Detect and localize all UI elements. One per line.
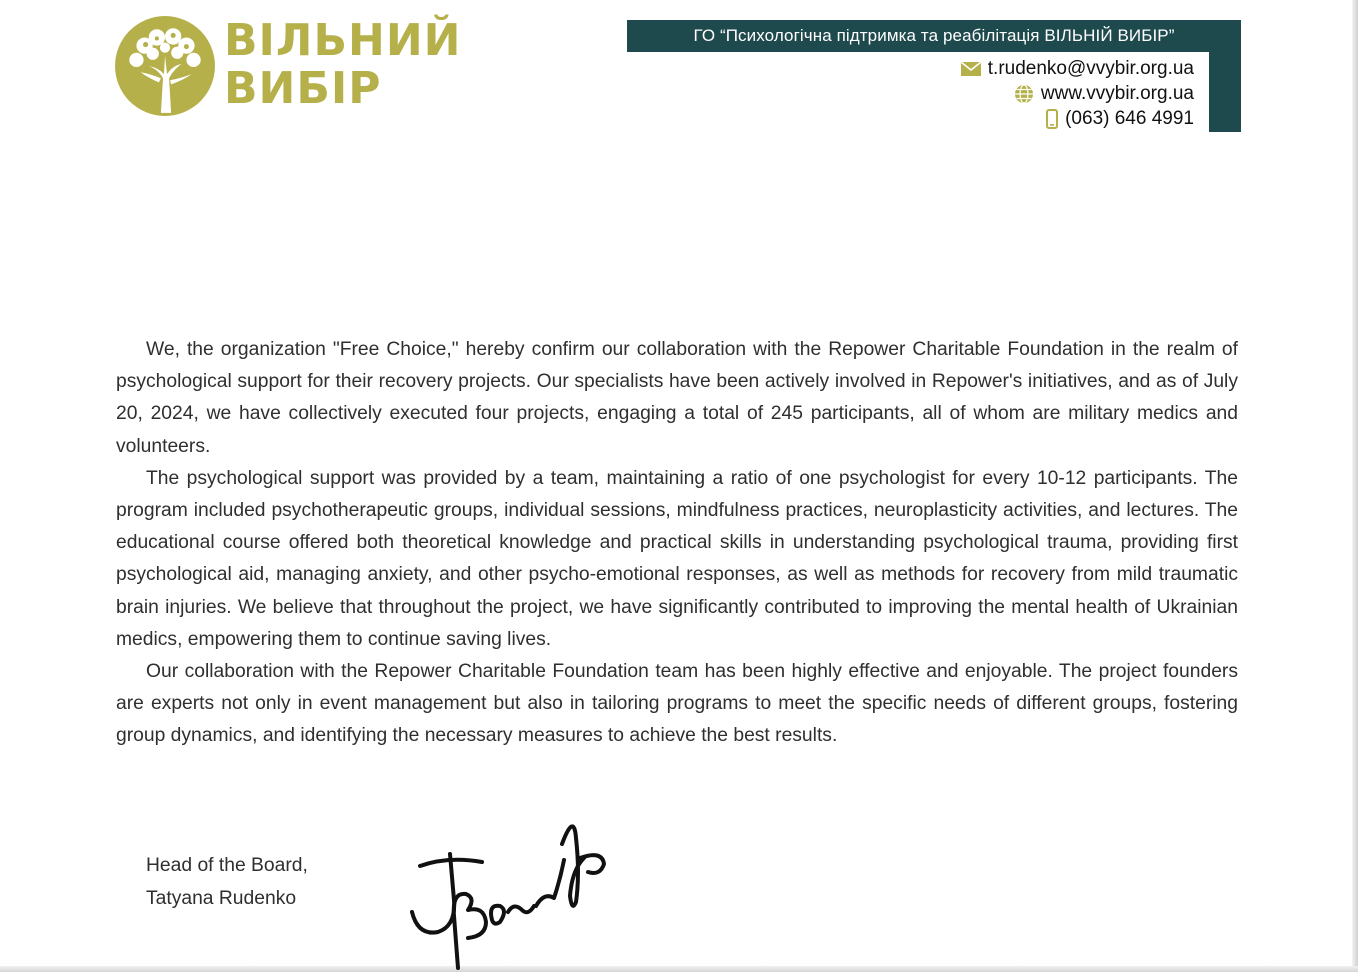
contact-phone-row <box>880 106 1194 131</box>
org-logo <box>114 15 462 119</box>
org-full-name: ГО “Психологічна підтримка та реабілітація ВІЛЬНІЙ ВИБІР” <box>693 26 1175 45</box>
tree-logo-icon <box>114 15 216 117</box>
phone-icon <box>1046 109 1058 129</box>
letter-paragraph: We, the organization "Free Choice," hereby confirm our collaboration with the Repower Charitable Foundation in the realm of psychological support for their recovery projects. Our specialists have been actively involved in Repower's initiatives, and as of July 20, 2024, we have collectively executed four projects, engaging a total of 245 participants, all of whom are military medics and volunteers. <box>116 339 1238 457</box>
letter-paragraph: The psychological support was provided by a team, maintaining a ratio of one psychologist for every 10-12 participants. The program included psychotherapeutic groups, individual sessions, mindfulness practices, neuroplasticity activities, and lectures. The educational course offered both theoretical knowledge and practical skills in understanding psychological trauma, providing first psychological aid, managing anxiety, and other psycho-emotional responses, as well as methods for recovery from mild traumatic brain injuries. We believe that throughout the project, we have significantly contributed to improving the mental health of Ukrainian medics, empowering them to continue saving lives. <box>116 467 1238 650</box>
page-edge-bottom <box>0 966 1358 972</box>
contact-email-row <box>880 56 1194 81</box>
signature-block <box>146 849 308 915</box>
contact-email[interactable]: t.rudenko@vvybir.org.ua <box>987 57 1194 79</box>
letter-paragraph: Our collaboration with the Repower Charitable Foundation team has been highly effective and enjoyable. The project founders are experts not only in event management but also in tailoring programs to meet the specific needs of different groups, fostering group dynamics, and identifying the necessary measures to achieve the best results. <box>116 661 1238 747</box>
contact-info <box>880 56 1194 131</box>
handwritten-signature <box>404 808 614 972</box>
contact-phone[interactable]: (063) 646 4991 <box>1065 107 1194 129</box>
signer-name: Tatyana Rudenko <box>146 888 297 909</box>
envelope-icon <box>961 62 981 76</box>
contact-website[interactable]: www.vvybir.org.ua <box>1040 82 1194 104</box>
header-banner <box>627 20 1241 52</box>
contact-website-row <box>880 81 1194 106</box>
globe-icon <box>1014 84 1034 104</box>
letter-body <box>116 334 1238 753</box>
logo-wordmark <box>224 17 461 113</box>
logo-line-1: ВІЛЬНИЙ <box>224 15 462 66</box>
page-edge-right <box>1352 0 1358 972</box>
signer-title: Head of the Board, <box>146 855 308 876</box>
logo-line-2: ВИБІР <box>224 63 382 114</box>
header-banner-side-bar <box>1209 52 1241 132</box>
